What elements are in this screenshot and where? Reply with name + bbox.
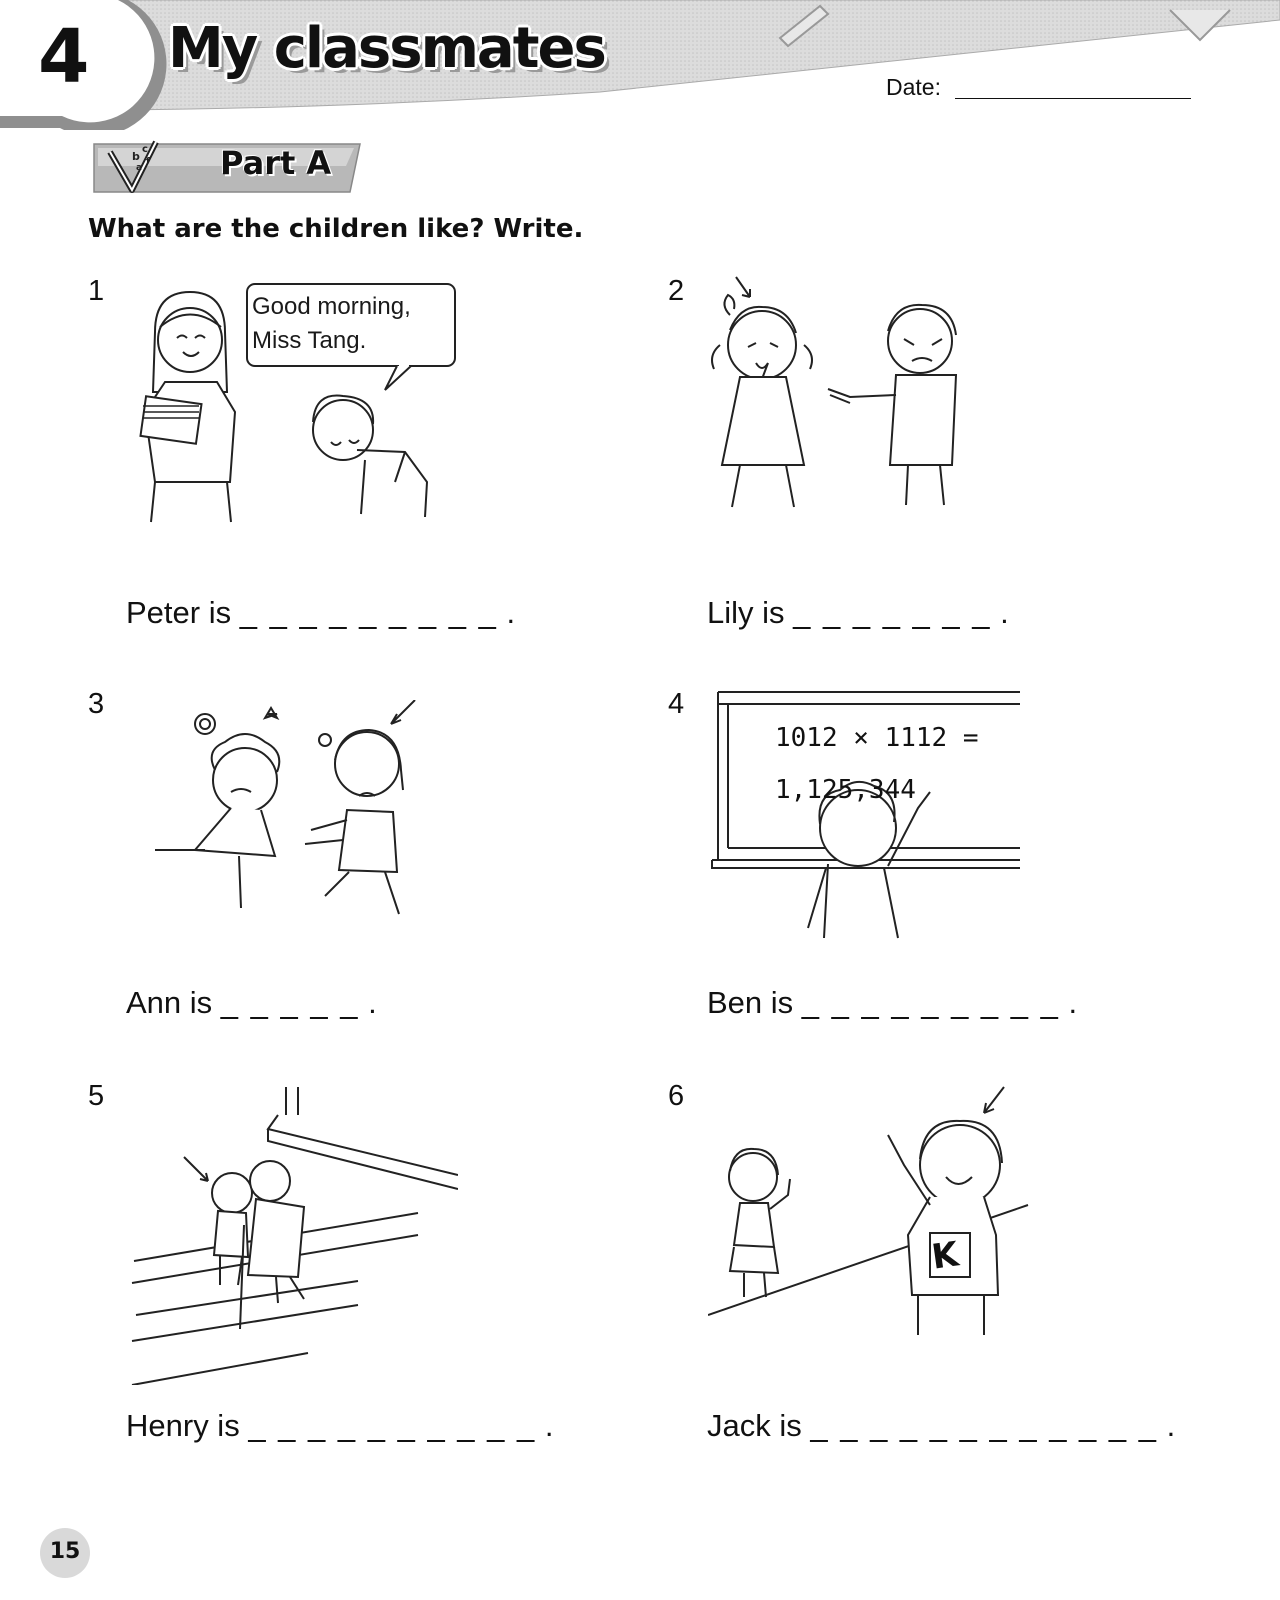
picture-girl-teasing-boy [700,275,1010,515]
arrow-icon [736,277,750,297]
page-number: 15 [49,1539,81,1564]
picture-boy-waving [708,1085,1038,1365]
answer-blank-1[interactable]: _ _ _ _ _ _ _ _ _ [239,595,498,630]
unit-number: 4 [38,14,90,100]
arrow-icon [391,700,415,724]
picture-girl-pushing-girl [135,700,435,940]
sentence-2-end: . [1000,595,1009,630]
sentence-3-start: Ann is [126,985,213,1020]
question-number-1: 1 [88,275,105,307]
question-number-6: 6 [668,1080,685,1112]
instruction-text: What are the children like? Write. [88,214,584,244]
question-number-4: 4 [668,688,685,720]
sentence-5 [126,1408,554,1444]
speech-bubble [252,290,452,358]
date-field[interactable] [955,98,1191,99]
sentence-4-end: . [1068,985,1078,1020]
part-label: Part A [220,144,332,182]
arrow-icon [984,1087,1004,1113]
svg-text:a: a [136,163,143,173]
answer-blank-2[interactable]: _ _ _ _ _ _ _ [793,595,992,630]
svg-text:f: f [146,157,150,167]
page-number-badge [40,1528,90,1578]
sentence-5-end: . [544,1408,554,1443]
blackboard-line-1: 1012 × 1112 = [775,723,979,753]
sentence-2-start: Lily is [707,595,785,630]
question-number-3: 3 [88,688,105,720]
sentence-4 [707,985,1077,1021]
picture-boy-helping-old-man [128,1085,458,1385]
speech-bubble-line-1: Good morning, [252,293,411,320]
sentence-3 [126,985,377,1021]
question-number-5: 5 [88,1080,105,1112]
sentence-6-end: . [1166,1408,1176,1443]
arrow-icon [184,1157,208,1181]
svg-text:b: b [132,150,140,163]
sentence-6 [707,1408,1175,1444]
sentence-5-start: Henry is [126,1408,240,1443]
sentence-1-end: . [506,595,516,630]
question-number-2: 2 [668,275,685,307]
sentence-6-start: Jack is [707,1408,802,1443]
sentence-2 [707,595,1009,631]
sentence-4-start: Ben is [707,985,794,1020]
sentence-1 [126,595,515,631]
answer-blank-5[interactable]: _ _ _ _ _ _ _ _ _ _ [248,1408,537,1443]
answer-blank-6[interactable]: _ _ _ _ _ _ _ _ _ _ _ _ [810,1408,1159,1443]
sentence-1-start: Peter is [126,595,232,630]
answer-blank-4[interactable]: _ _ _ _ _ _ _ _ _ [801,985,1060,1020]
blackboard-text [775,712,979,816]
answer-blank-3[interactable]: _ _ _ _ _ [220,985,360,1020]
date-label: Date: [886,74,941,100]
unit-title: My classmates [168,16,605,81]
speech-bubble-line-2: Miss Tang. [252,327,367,354]
blackboard-line-2: 1,125,344 [775,775,916,805]
svg-text:c: c [142,144,148,155]
sentence-3-end: . [368,985,377,1020]
shirt-letter: K [929,1234,962,1278]
